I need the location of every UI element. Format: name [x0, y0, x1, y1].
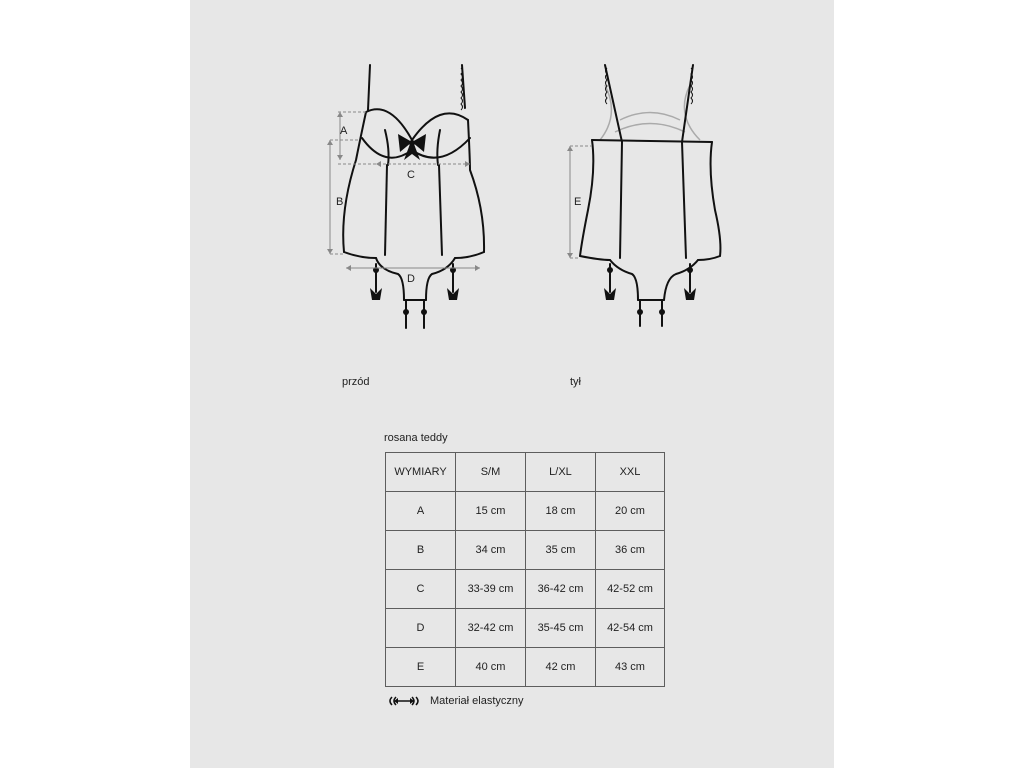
- dim-label-c: C: [407, 169, 415, 181]
- table-cell: 15 cm: [456, 492, 526, 531]
- table-cell: 20 cm: [596, 492, 665, 531]
- table-cell: 36 cm: [596, 531, 665, 570]
- table-row: [386, 492, 665, 531]
- table-cell: 43 cm: [596, 648, 665, 687]
- table-cell: B: [386, 531, 456, 570]
- table-cell: 42-52 cm: [596, 570, 665, 609]
- size-table: [385, 452, 665, 687]
- table-row: [386, 570, 665, 609]
- header-cell: XXL: [596, 453, 665, 492]
- table-cell: 42 cm: [526, 648, 596, 687]
- front-caption: przód: [342, 376, 370, 388]
- front-garment-drawing: [320, 60, 500, 340]
- table-cell: 18 cm: [526, 492, 596, 531]
- table-cell: D: [386, 609, 456, 648]
- dim-label-e: E: [574, 196, 582, 208]
- header-cell: WYMIARY: [386, 453, 456, 492]
- table-cell: A: [386, 492, 456, 531]
- legend: [386, 694, 524, 708]
- table-row: [386, 609, 665, 648]
- table-cell: C: [386, 570, 456, 609]
- table-cell: 32-42 cm: [456, 609, 526, 648]
- back-garment-drawing: [560, 60, 730, 340]
- table-cell: 40 cm: [456, 648, 526, 687]
- table-cell: 34 cm: [456, 531, 526, 570]
- dim-label-a: A: [340, 125, 348, 137]
- table-cell: 35 cm: [526, 531, 596, 570]
- header-cell: L/XL: [526, 453, 596, 492]
- dim-label-b: B: [336, 196, 344, 208]
- table-row: [386, 531, 665, 570]
- table-cell: 36-42 cm: [526, 570, 596, 609]
- table-row: [386, 648, 665, 687]
- table-header-row: [386, 453, 665, 492]
- table-cell: 35-45 cm: [526, 609, 596, 648]
- legend-label: Materiał elastyczny: [430, 695, 524, 707]
- elastic-arrow-icon: [386, 695, 422, 707]
- table-title: rosana teddy: [384, 432, 448, 444]
- dim-label-d: D: [407, 273, 415, 285]
- table-cell: E: [386, 648, 456, 687]
- table-cell: 42-54 cm: [596, 609, 665, 648]
- header-cell: S/M: [456, 453, 526, 492]
- back-caption: tył: [570, 376, 581, 388]
- table-cell: 33-39 cm: [456, 570, 526, 609]
